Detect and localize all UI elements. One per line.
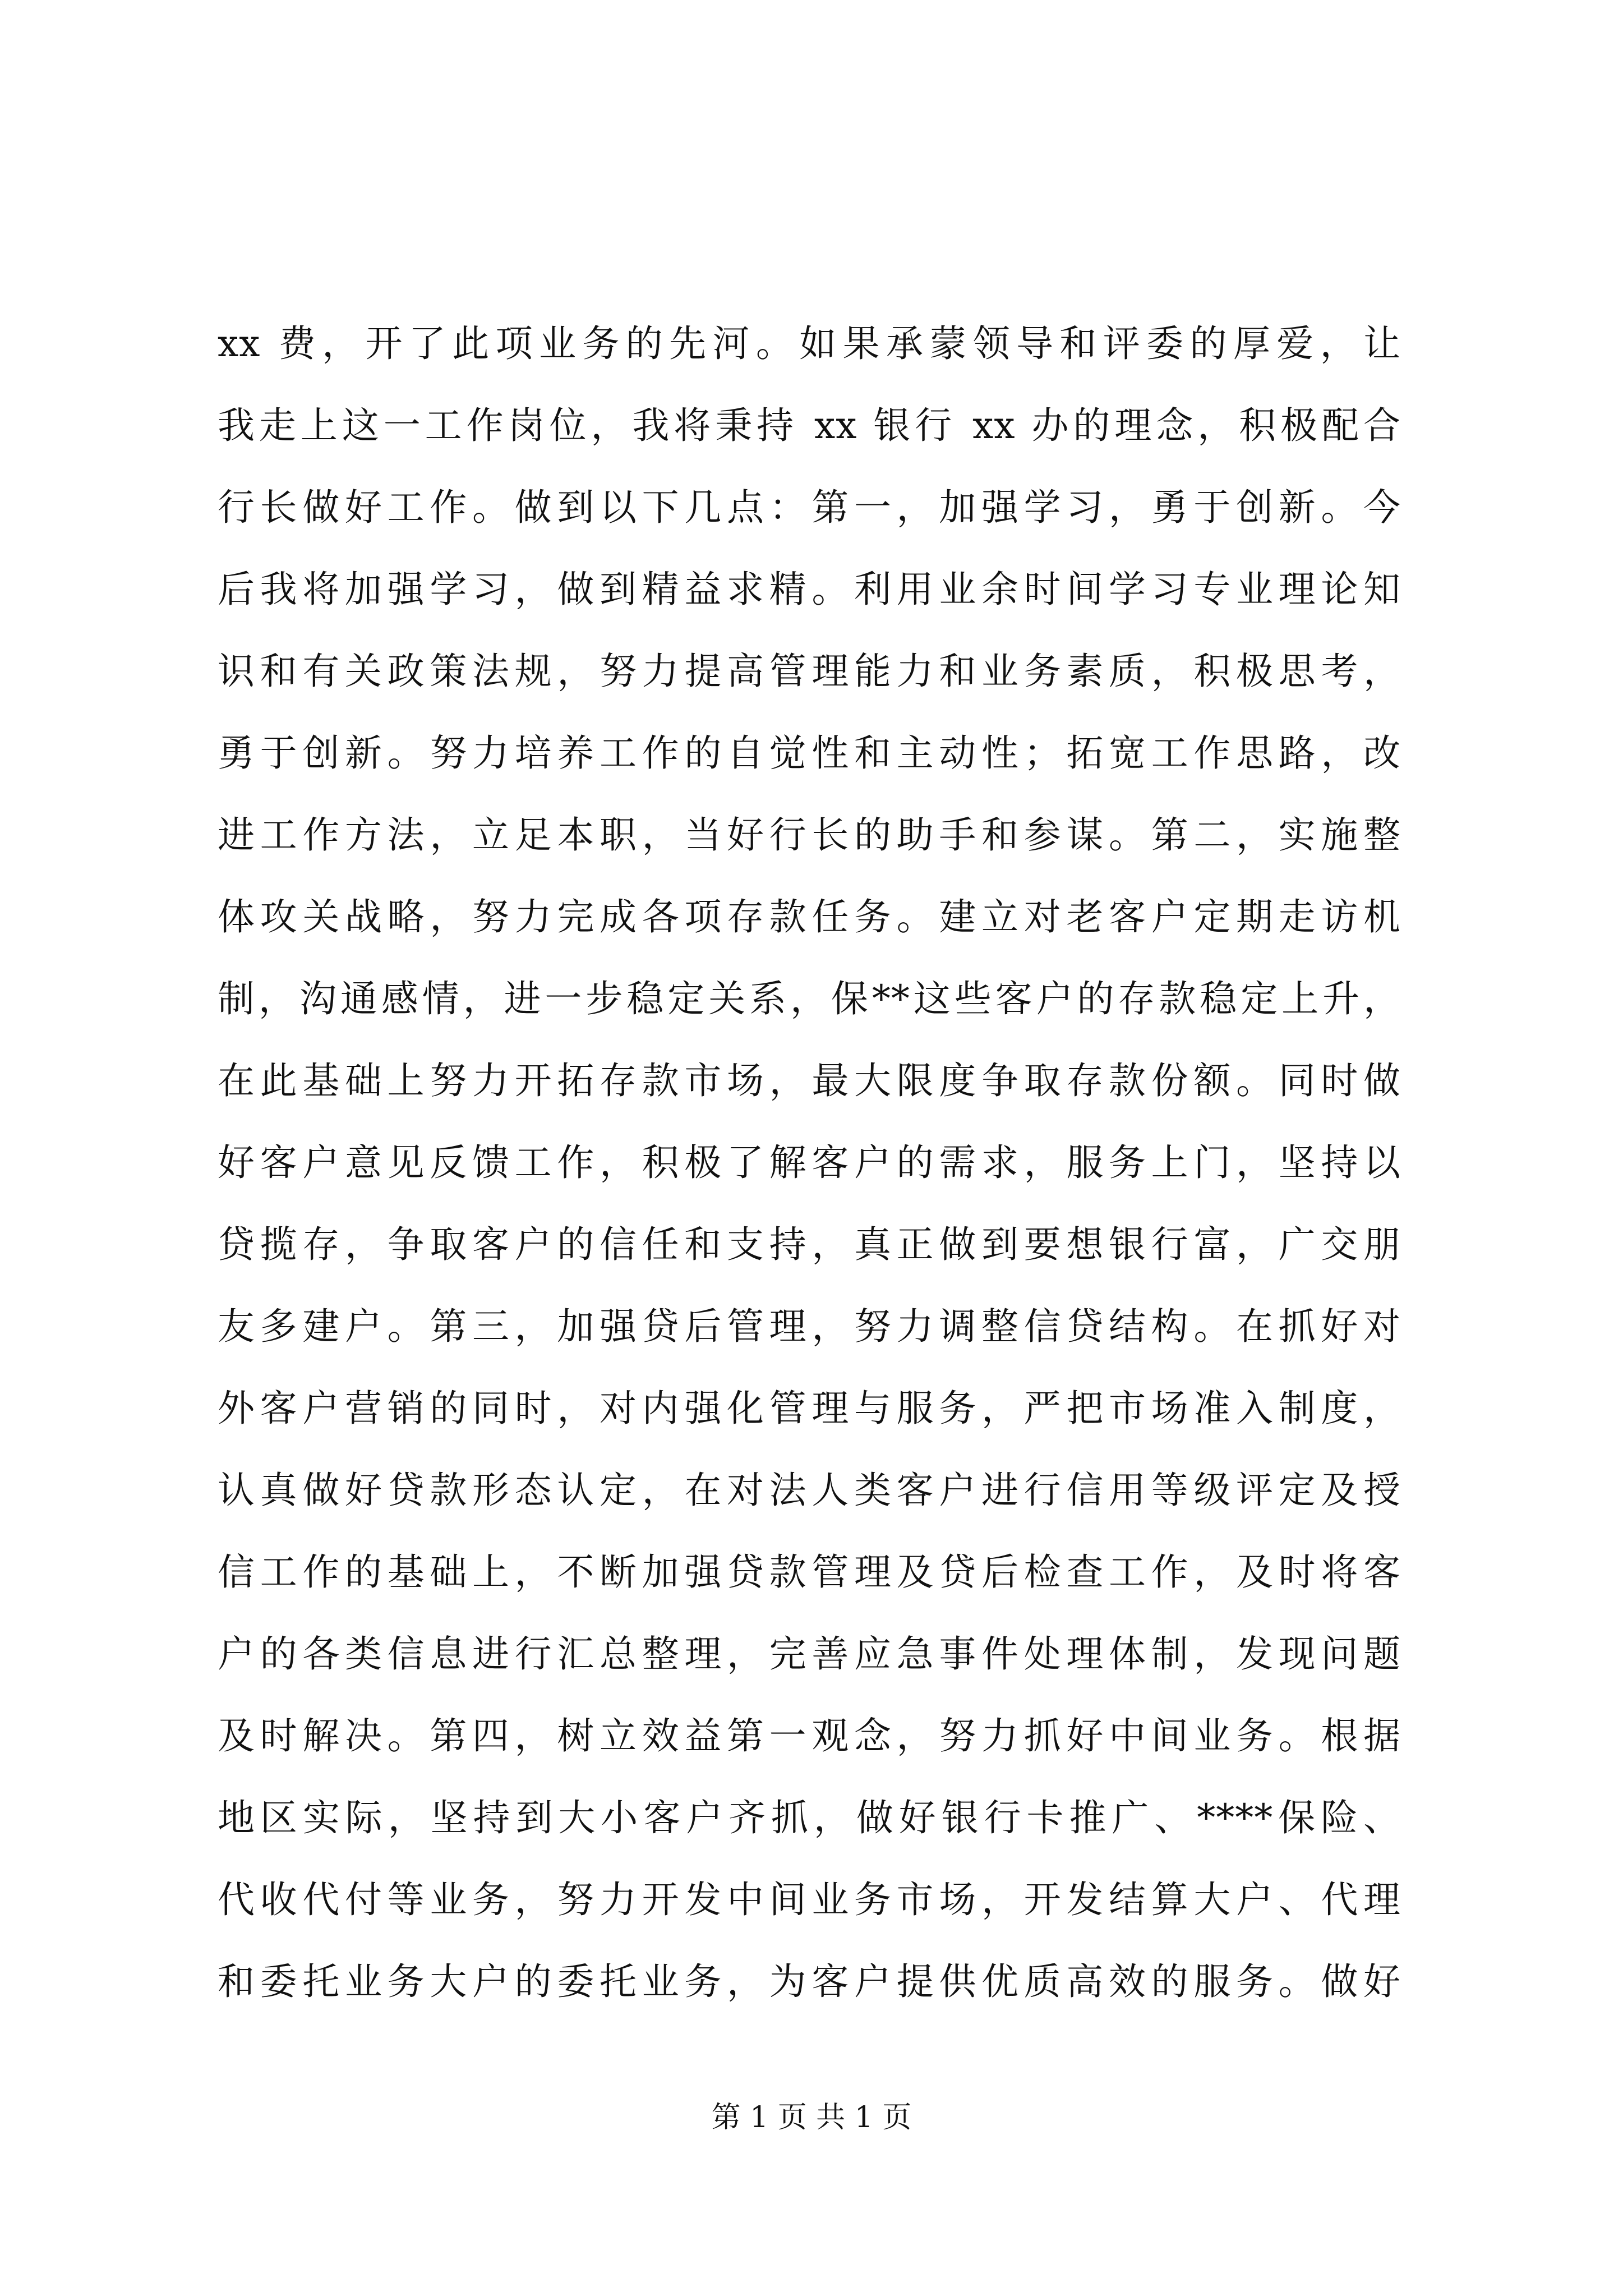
text-line: 信工作的基础上，不断加强贷款管理及贷后检查工作，及时将客 xyxy=(218,1550,1401,1594)
text-line: 和委托业务大户的委托业务，为客户提供优质高效的服务。做好 xyxy=(218,1960,1401,2003)
text-line: 进工作方法，立足本职，当好行长的助手和参谋。第二，实施整 xyxy=(218,813,1401,857)
text-line: 在此基础上努力开拓存款市场，最大限度争取存款份额。同时做 xyxy=(218,1059,1401,1102)
text-line: 及时解决。第四，树立效益第一观念，努力抓好中间业务。根据 xyxy=(218,1714,1401,1757)
text-line: 地区实际，坚持到大小客户齐抓，做好银行卡推广、****保险、 xyxy=(218,1796,1401,1839)
text-line: 体攻关战略，努力完成各项存款任务。建立对老客户定期走访机 xyxy=(218,895,1401,938)
text-line: 代收代付等业务，努力开发中间业务市场，开发结算大户、代理 xyxy=(218,1878,1401,1921)
text-line: 我走上这一工作岗位，我将秉持 xx 银行 xx 办的理念，积极配合 xyxy=(218,404,1401,447)
text-line: 制，沟通感情，进一步稳定关系，保**这些客户的存款稳定上升， xyxy=(218,977,1401,1020)
text-line: 行长做好工作。做到以下几点：第一，加强学习，勇于创新。今 xyxy=(218,486,1401,529)
text-line: 好客户意见反馈工作，积极了解客户的需求，服务上门，坚持以 xyxy=(218,1141,1401,1184)
text-line: 勇于创新。努力培养工作的自觉性和主动性；拓宽工作思路，改 xyxy=(218,731,1401,775)
text-line: xx 费，开了此项业务的先河。如果承蒙领导和评委的厚爱，让 xyxy=(218,322,1401,365)
text-line: 友多建户。第三，加强贷后管理，努力调整信贷结构。在抓好对 xyxy=(218,1305,1401,1348)
text-line: 外客户营销的同时，对内强化管理与服务，严把市场准入制度， xyxy=(218,1387,1401,1430)
text-line: 识和有关政策法规，努力提高管理能力和业务素质，积极思考， xyxy=(218,650,1401,693)
text-line: 贷揽存，争取客户的信任和支持，真正做到要想银行富，广交朋 xyxy=(218,1223,1401,1266)
text-line: 认真做好贷款形态认定，在对法人类客户进行信用等级评定及授 xyxy=(218,1469,1401,1512)
body-paragraph xyxy=(218,303,1401,2023)
text-line: 户的各类信息进行汇总整理，完善应急事件处理体制，发现问题 xyxy=(218,1632,1401,1676)
page-footer: 第 1 页 共 1 页 xyxy=(711,2101,912,2134)
text-line: 后我将加强学习，做到精益求精。利用业余时间学习专业理论知 xyxy=(218,568,1401,611)
